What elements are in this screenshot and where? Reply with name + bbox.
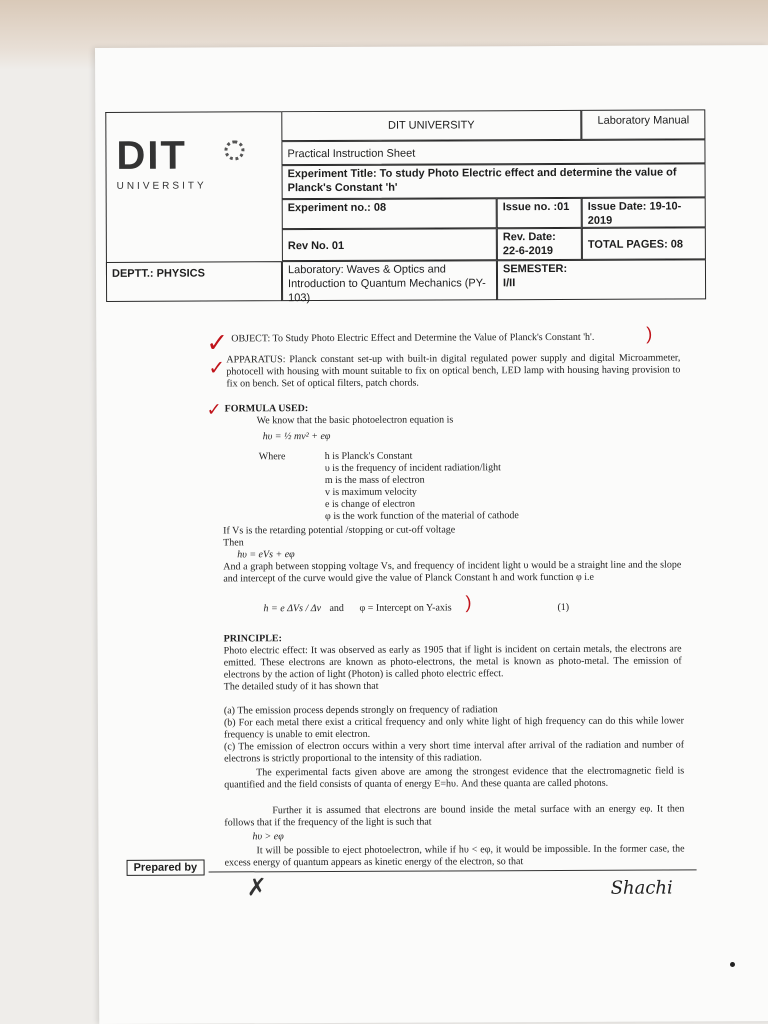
department: DEPTT.: PHYSICS <box>106 261 282 302</box>
possible-text: It will be possible to eject photoelectron, while if hυ < eφ, it would be impossible. In the former case, the excess energy of quantum appears as kinetic energy of the electron, so that <box>224 843 685 869</box>
total-pages: TOTAL PAGES: 08 <box>582 227 706 260</box>
formula-photoelectric: hυ = ½ mv² + eφ <box>262 430 331 443</box>
experimental-facts: The experimental facts given above are among the strongest evidence that the electromagnetic field is quantified and the field consists of quanta of energy E=hυ. And these quanta are called photons. <box>224 765 685 791</box>
apparatus-text: APPARATUS: Planck constant set-up with built-in digital regulated power supply and digital Microammeter, photocell with housing with mount suitable to fix on optical bench, LED lamp with housing having provision to fix on bench. Set of optical filters, patch chords. <box>226 352 681 390</box>
experiment-number: Experiment no.: 08 <box>282 198 497 229</box>
detailed-text: The detailed study of it has shown that <box>223 680 379 693</box>
logo-main-text: DIT <box>116 133 188 178</box>
issue-date-cell <box>582 197 706 228</box>
footer-line <box>209 869 697 872</box>
check-mark-icon: ✓ <box>206 399 222 420</box>
equation-number: (1) <box>557 601 570 613</box>
principle-point: (c) The emission of electron occurs within a very short time interval after arrival of the radiation and number of electrons is strictly proportional to the intensity of this radiation. <box>224 739 685 765</box>
definition-item: h is Planck's Constant <box>324 450 413 463</box>
signature: Shachi <box>610 877 673 899</box>
graph-text: And a graph between stopping voltage Vs, and frequency of incident light υ would be a straight line and the slope and intercept of the curve would give the value of Planck Constant h and work function φ i.e <box>223 559 682 585</box>
definition-item: m is the mass of electron <box>324 474 425 487</box>
prepared-by-label: Prepared by <box>127 860 205 876</box>
header-table <box>105 109 706 302</box>
logo-sub-text: UNIVERSITY <box>116 180 207 192</box>
then-label: Then <box>223 537 244 549</box>
semester-label: SEMESTER: <box>502 262 568 276</box>
issue-date: 19-10-2019 <box>587 200 682 227</box>
initials-mark-icon: ✗ <box>246 875 267 902</box>
intercept-text: φ = Intercept on Y-axis <box>359 602 452 614</box>
logo-cell <box>105 111 282 277</box>
bracket-mark-icon: ) <box>465 592 472 613</box>
where-label: Where <box>258 451 286 463</box>
issue-number: Issue no. :01 <box>497 198 582 228</box>
definition-item: φ is the work function of the material of cathode <box>325 510 519 523</box>
experiment-title: Experiment Title: To study Photo Electric effect and determine the value of Planck's Constant 'h' <box>282 163 706 199</box>
formula-intro: We know that the basic photoelectron equation is <box>256 414 454 427</box>
laboratory-name: Laboratory: Waves & Optics and Introduction to Quantum Mechanics (PY-103) <box>282 260 497 301</box>
revision-date: 22-6-2019 <box>502 244 554 257</box>
revision-date-label: Rev. Date: <box>502 230 556 244</box>
bracket-mark-icon: ) <box>646 323 653 344</box>
definition-item: υ is the frequency of incident radiation/light <box>324 462 501 475</box>
check-mark-icon: ✓ <box>206 327 229 358</box>
dot-mark <box>730 962 735 967</box>
semester-cell <box>497 259 706 300</box>
principle-point: (a) The emission process depends strongly on frequency of radiation <box>223 704 498 717</box>
further-text: Further it is assumed that electrons are bound inside the metal surface with an energy eφ. It then follows that if the frequency of the light is such that <box>224 803 685 829</box>
principle-heading: PRINCIPLE: <box>223 633 282 645</box>
issue-date-label: Issue Date: <box>587 200 647 213</box>
definition-item: e is change of electron <box>324 498 415 511</box>
university-name: DIT UNIVERSITY <box>281 110 581 141</box>
check-mark-icon: ✓ <box>208 357 226 380</box>
university-logo <box>116 131 206 194</box>
principle-point: (b) For each metal there exist a critical frequency and only white light of high frequency can do this while lower frequency is unable to emit electron. <box>223 715 684 741</box>
doc-type: Laboratory Manual <box>581 109 705 140</box>
definition-item: v is maximum velocity <box>324 486 417 499</box>
gear-icon <box>224 140 244 160</box>
object-text: OBJECT: To Study Photo Electric Effect and Determine the Value of Planck's Constant 'h'. <box>231 331 595 345</box>
revision-number: Rev No. 01 <box>282 228 497 261</box>
semester-value: I/II <box>503 276 516 289</box>
stopping-voltage-text: If Vs is the retarding potential /stopping or cut-off voltage <box>223 524 456 537</box>
formula-planck: h = e ΔVs / Δν <box>263 603 322 615</box>
formula-heading: FORMULA USED: <box>224 403 309 415</box>
variable-definitions <box>325 450 519 523</box>
principle-text: Photo electric effect: It was observed as early as 1905 that if light is incident on certain metals, the electrons are emitted. These electrons are known as photo-electrons, the metal is known as photo-metal. The emission of electrons by the action of light (Photon) is called photo electric effect. <box>223 643 682 681</box>
revision-date-cell <box>497 228 582 260</box>
formula-stopping-voltage: hυ = eVs + eφ <box>237 549 295 561</box>
document-page <box>95 45 768 1024</box>
and-label: and <box>329 602 344 614</box>
inequality: hυ > eφ <box>252 831 284 843</box>
sheet-type: Practical Instruction Sheet <box>281 139 705 165</box>
